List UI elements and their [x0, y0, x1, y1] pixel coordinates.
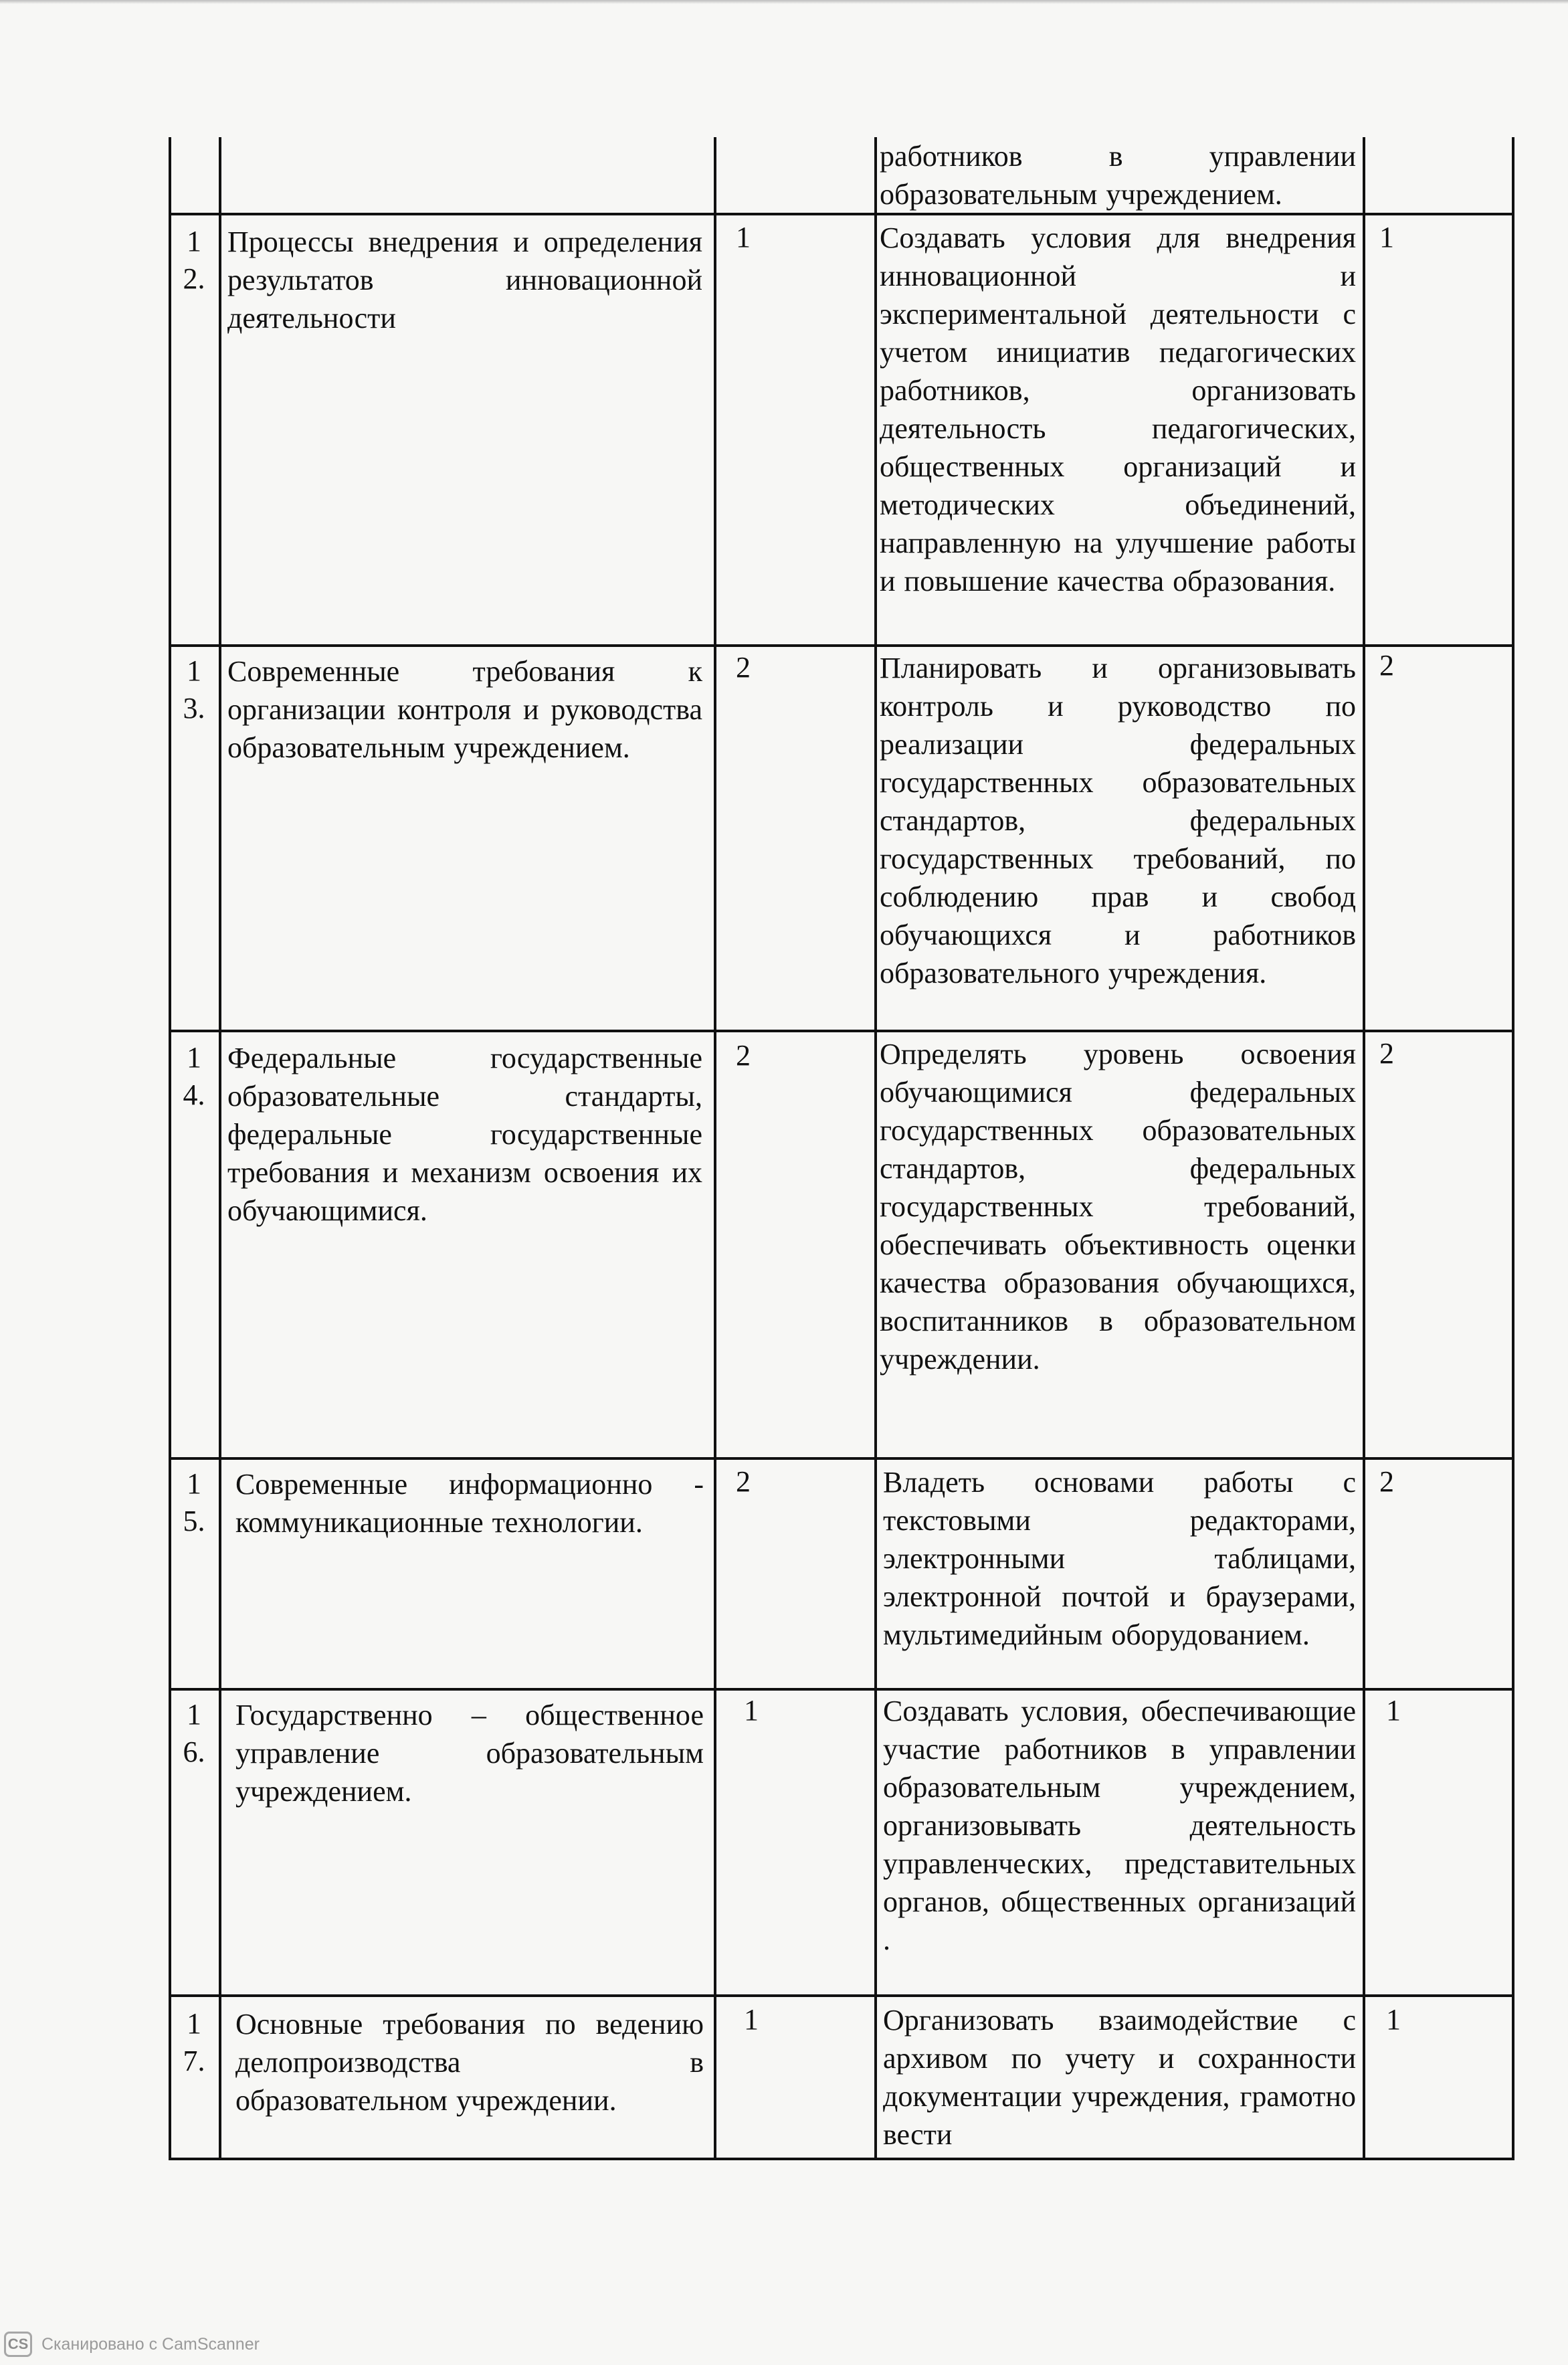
- topic-cell-16: Государственно – общественное управление образовательным учреждением.: [235, 1699, 704, 1808]
- row-number-14: 1 4.: [183, 1041, 205, 1111]
- topic-cell-15: Современные информационно - коммуникационные технологии.: [235, 1468, 704, 1539]
- requirement-cell-continued: работников в управлении образовательным учреждением.: [880, 140, 1356, 211]
- scanner-caption: Сканировано с CamScanner: [41, 2334, 260, 2354]
- table-rule: [169, 644, 1514, 647]
- hours-total-12: 1: [1379, 221, 1394, 254]
- table-rule: [169, 1457, 1514, 1460]
- topic-cell-17: Основные требования по ведению делопроизводства в образовательном учреждении.: [235, 2008, 704, 2117]
- hours-cell-13: 2: [736, 651, 751, 684]
- row-number-12: 1 2.: [183, 225, 205, 295]
- requirement-cell-15: Владеть основами работы с текстовыми редакторами, электронными таблицами, электронной почтой и браузерами, мультимедийным оборудованием.: [883, 1466, 1356, 1651]
- row-number-15: 1 5.: [183, 1467, 205, 1537]
- hours-total-13: 2: [1379, 649, 1394, 682]
- page-edge: [0, 0, 1568, 4]
- table-rule: [169, 137, 171, 2160]
- table-rule: [169, 1994, 1514, 1997]
- table-rule: [1363, 137, 1365, 2160]
- topic-cell-14: Федеральные государственные образовательные стандарты, федеральные государственные требования и механизм освоения их обучающимися.: [227, 1042, 702, 1227]
- topic-cell-12: Процессы внедрения и определения результатов инновационной деятельности: [227, 225, 702, 335]
- row-number-13: 1 3.: [183, 654, 205, 725]
- competency-table: [169, 137, 1514, 2160]
- hours-cell-15: 2: [736, 1465, 751, 1498]
- camscanner-logo-icon: CS: [4, 2332, 32, 2357]
- hours-cell-14: 2: [736, 1039, 751, 1072]
- row-number-16: 1 6.: [183, 1698, 205, 1768]
- requirement-cell-17: Организовать взаимодействие с архивом по учету и сохранности документации учреждения, грамотно вести: [883, 2004, 1356, 2151]
- topic-cell-13: Современные требования к организации контроля и руководства образовательным учреждением.: [227, 655, 702, 764]
- table-rule: [874, 137, 877, 2160]
- hours-total-15: 2: [1379, 1465, 1394, 1498]
- hours-cell-12: 1: [736, 221, 751, 254]
- table-rule: [1512, 137, 1514, 2160]
- requirement-cell-13: Планировать и организовывать контроль и руководство по реализации федеральных государственных образовательных стандартов, федеральных государственных требований, по соблюдению прав и свобод обучающихся и работников образовательного учреждения.: [880, 652, 1356, 989]
- requirement-cell-12: Создавать условия для внедрения инновационной и экспериментальной деятельности с учетом инициатив педагогических работников, организовать деятельность педагогических, общественных организаций и методических объединений, направленную на улучшение работы и повышение качества образования.: [880, 221, 1356, 597]
- table-rule: [169, 1688, 1514, 1691]
- hours-cell-16: 1: [744, 1694, 759, 1727]
- requirement-cell-16: Создавать условия, обеспечивающие участие работников в управлении образовательным учреждением, организовывать деятельность управленческих, представительных органов, общественных организаций .: [883, 1695, 1356, 1956]
- table-rule: [219, 137, 221, 2160]
- table-rule: [169, 2158, 1514, 2160]
- hours-cell-17: 1: [744, 2003, 759, 2036]
- scanner-watermark: [4, 2330, 260, 2359]
- hours-total-16: 1: [1386, 1694, 1401, 1727]
- row-number-17: 1 7.: [183, 2007, 205, 2077]
- table-rule: [714, 137, 716, 2160]
- requirement-cell-14: Определять уровень освоения обучающимися федеральных государственных образовательных стандартов, федеральных государственных требований, обеспечивать объективность оценки качества образования обучающихся, воспитанников в образовательном учреждении.: [880, 1038, 1356, 1376]
- hours-total-17: 1: [1386, 2003, 1401, 2036]
- hours-total-14: 2: [1379, 1037, 1394, 1070]
- table-rule: [169, 1030, 1514, 1032]
